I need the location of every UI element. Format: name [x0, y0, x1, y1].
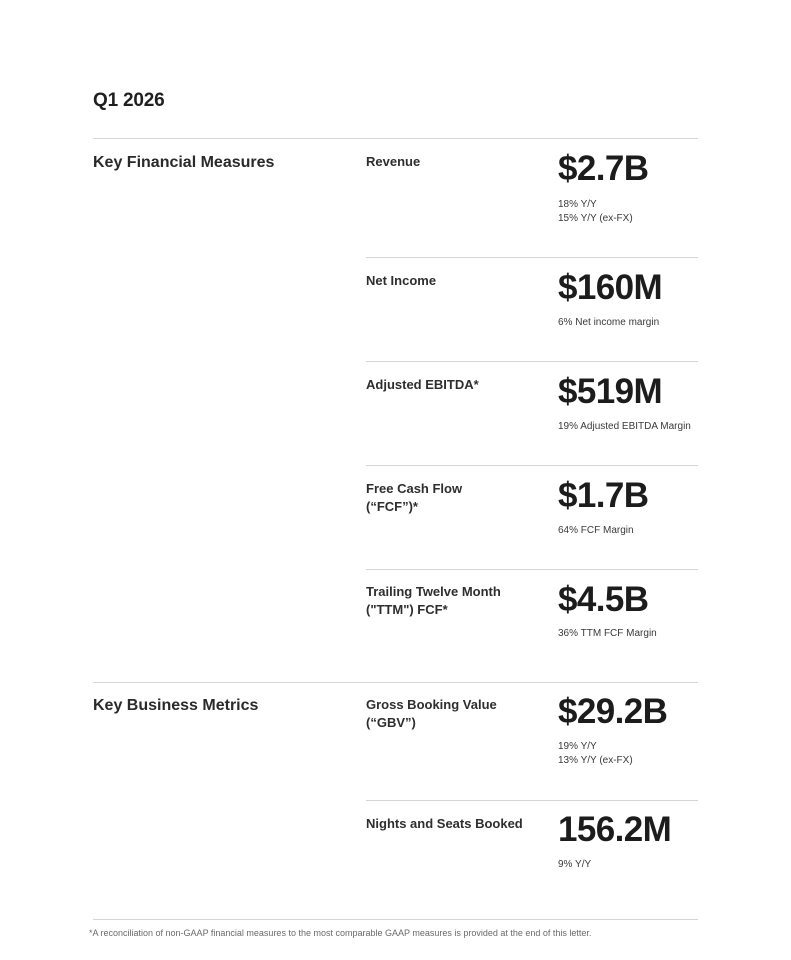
quarter-heading: Q1 2026 [93, 90, 165, 111]
metric-label-line: Gross Booking Value [366, 697, 497, 712]
metric-note-line: 19% Adjusted EBITDA Margin [558, 421, 691, 432]
metric-label-adjusted-ebitda [366, 376, 536, 394]
metric-value-adjusted-ebitda: $519M [558, 372, 663, 411]
metric-note-line: 18% Y/Y [558, 199, 597, 210]
metric-label-line: Trailing Twelve Month [366, 584, 501, 599]
metric-label-net-income [366, 272, 536, 290]
metric-label-ttm-fcf [366, 583, 536, 619]
metric-value-ttm-fcf: $4.5B [558, 580, 649, 619]
metric-label-line: Adjusted EBITDA* [366, 377, 479, 392]
metric-note-line: 9% Y/Y [558, 859, 592, 870]
metric-note-line: 6% Net income margin [558, 317, 660, 328]
metric-label-free-cash-flow [366, 480, 536, 516]
metric-note-line: 13% Y/Y (ex-FX) [558, 755, 633, 766]
metric-label-line: (“GBV”) [366, 715, 416, 730]
metric-note-line: 36% TTM FCF Margin [558, 628, 657, 639]
metric-label-line: (“FCF”)* [366, 499, 418, 514]
divider [93, 138, 698, 139]
metric-note-line: 64% FCF Margin [558, 525, 634, 536]
metric-note-gross-booking-value [558, 740, 633, 768]
divider [366, 569, 698, 570]
divider [93, 919, 698, 920]
metric-label-gross-booking-value [366, 696, 536, 732]
metric-note-free-cash-flow [558, 524, 634, 538]
divider [93, 682, 698, 683]
metric-note-line: 15% Y/Y (ex-FX) [558, 213, 633, 224]
metric-note-net-income [558, 316, 659, 330]
metric-label-line: ("TTM") FCF* [366, 602, 448, 617]
divider [366, 361, 698, 362]
metric-label-line: Free Cash Flow [366, 481, 463, 496]
metric-value-net-income: $160M [558, 268, 663, 307]
divider [366, 257, 698, 258]
metric-note-adjusted-ebitda [558, 420, 691, 434]
metric-label-line: Net Income [366, 273, 437, 288]
divider [366, 465, 698, 466]
metric-value-revenue: $2.7B [558, 149, 649, 188]
divider [366, 800, 698, 801]
section-title-business-metrics: Key Business Metrics [93, 697, 259, 714]
metric-note-ttm-fcf [558, 627, 657, 641]
metric-label-revenue [366, 153, 536, 171]
footnote: *A reconciliation of non-GAAP financial measures to the most comparable GAAP measures is provided at the end of this letter. [89, 928, 592, 938]
metric-label-line: Revenue [366, 154, 421, 169]
metric-label-line: Nights and Seats Booked [366, 816, 523, 831]
metric-note-revenue [558, 198, 633, 226]
section-title-financial-measures: Key Financial Measures [93, 154, 275, 171]
metric-value-free-cash-flow: $1.7B [558, 476, 649, 515]
metric-note-line: 19% Y/Y [558, 741, 597, 752]
metric-note-nights-and-seats-booked [558, 858, 591, 872]
metric-label-nights-and-seats-booked [366, 815, 536, 833]
metric-value-gross-booking-value: $29.2B [558, 692, 668, 731]
metric-value-nights-and-seats-booked: 156.2M [558, 810, 672, 849]
